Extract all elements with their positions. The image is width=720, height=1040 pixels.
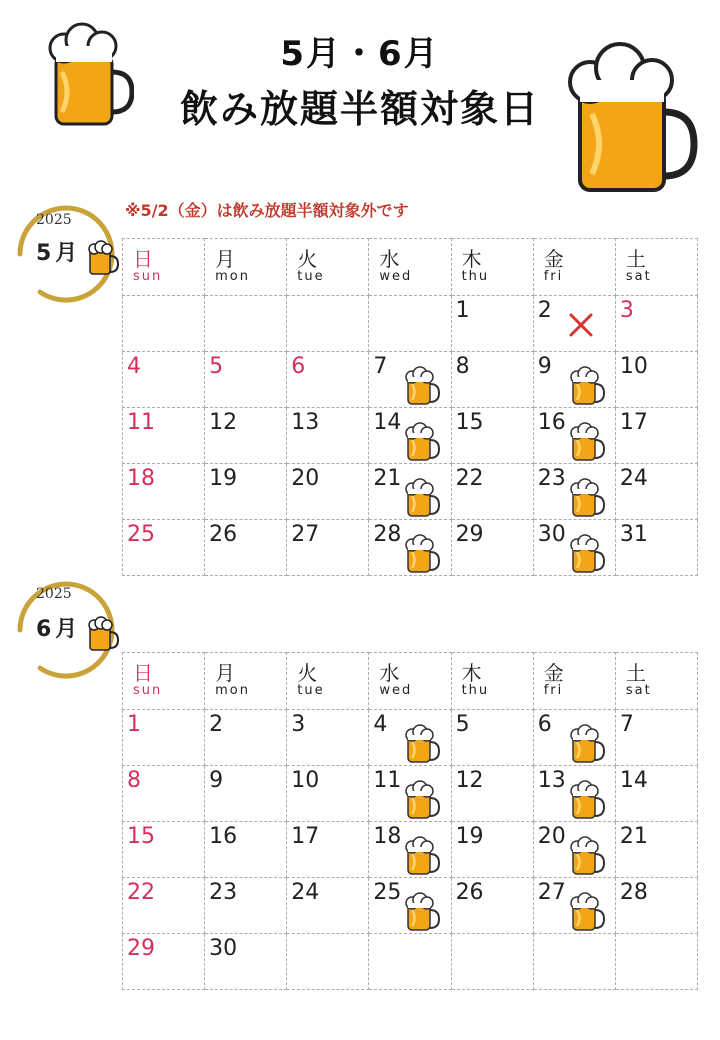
weekday-ja-label: 木 xyxy=(461,661,482,685)
empty-day-cell xyxy=(451,934,533,990)
day-cell xyxy=(615,710,697,766)
day-cell xyxy=(287,408,369,464)
cross-icon xyxy=(566,310,596,340)
day-cell xyxy=(451,296,533,352)
weekday-ja-label: 木 xyxy=(461,247,482,271)
day-number: 28 xyxy=(373,522,402,547)
exclusion-note: ※5/2（金）は飲み放題半額対象外です xyxy=(125,201,409,220)
empty-day-cell xyxy=(369,296,451,352)
empty-day-cell xyxy=(369,934,451,990)
badge-year: 2025 xyxy=(36,212,72,228)
day-cell xyxy=(533,878,615,934)
weekday-ja-label: 火 xyxy=(297,661,318,685)
day-cell xyxy=(287,878,369,934)
calendar-week-row xyxy=(123,710,698,766)
beer-mug-icon xyxy=(568,724,606,764)
day-number: 5 xyxy=(209,354,224,379)
day-number: 7 xyxy=(619,712,634,737)
day-cell xyxy=(205,464,287,520)
weekday-ja-label: 日 xyxy=(133,661,153,685)
day-number: 1 xyxy=(127,712,141,737)
weekday-header-tue xyxy=(287,239,369,296)
day-number: 20 xyxy=(537,824,566,849)
calendar-week-row xyxy=(123,296,698,352)
day-number: 24 xyxy=(291,880,320,905)
weekday-header-wed xyxy=(369,653,451,710)
day-cell xyxy=(369,766,451,822)
day-cell xyxy=(451,766,533,822)
day-number: 24 xyxy=(619,466,648,491)
day-number: 18 xyxy=(127,466,155,491)
beer-mug-icon xyxy=(568,836,606,876)
beer-mug-icon xyxy=(568,478,606,518)
day-number: 14 xyxy=(373,410,402,435)
day-cell xyxy=(369,464,451,520)
day-cell xyxy=(123,878,205,934)
day-number: 30 xyxy=(209,936,238,961)
calendar-week-row xyxy=(123,408,698,464)
day-cell xyxy=(123,464,205,520)
calendar-week-row xyxy=(123,520,698,576)
badge-year: 2025 xyxy=(36,586,72,602)
day-number: 19 xyxy=(209,466,238,491)
day-cell xyxy=(451,710,533,766)
calendar-may xyxy=(122,238,698,576)
badge-month: 5月 xyxy=(36,241,82,266)
day-number: 12 xyxy=(455,768,484,793)
weekday-ja-label: 月 xyxy=(215,247,236,271)
day-number: 11 xyxy=(127,410,155,435)
day-cell xyxy=(369,408,451,464)
day-number: 4 xyxy=(127,354,141,379)
beer-mug-icon xyxy=(86,616,120,652)
day-cell xyxy=(205,408,287,464)
weekday-en-label: tue xyxy=(297,269,325,284)
day-number: 14 xyxy=(619,768,648,793)
day-cell xyxy=(369,822,451,878)
day-number: 9 xyxy=(537,354,552,379)
weekday-ja-label: 水 xyxy=(379,247,400,271)
weekday-en-label: sat xyxy=(625,269,652,284)
day-number: 16 xyxy=(537,410,566,435)
beer-mug-icon xyxy=(568,534,606,574)
day-cell xyxy=(615,520,697,576)
day-number: 17 xyxy=(619,410,648,435)
day-number: 21 xyxy=(373,466,402,491)
day-number: 7 xyxy=(373,354,388,379)
empty-day-cell xyxy=(533,934,615,990)
beer-mug-icon xyxy=(403,534,441,574)
day-cell xyxy=(123,934,205,990)
day-cell xyxy=(533,710,615,766)
day-cell xyxy=(451,520,533,576)
day-number: 27 xyxy=(537,880,566,905)
page-title-main: 飲み放題半額対象日 xyxy=(179,87,540,131)
weekday-ja-label: 月 xyxy=(215,661,236,685)
day-number: 21 xyxy=(619,824,648,849)
weekday-header-tue xyxy=(287,653,369,710)
weekday-header-fri xyxy=(533,239,615,296)
day-number: 6 xyxy=(537,712,552,737)
day-number: 18 xyxy=(373,824,402,849)
day-cell xyxy=(615,464,697,520)
weekday-header-sun xyxy=(123,653,205,710)
weekday-en-label: mon xyxy=(215,269,250,284)
beer-mug-icon xyxy=(403,366,441,406)
page-title-months: 5月・6月 xyxy=(280,34,440,74)
beer-mug-icon xyxy=(568,892,606,932)
day-number: 8 xyxy=(455,354,470,379)
day-number: 31 xyxy=(619,522,648,547)
day-number: 13 xyxy=(291,410,320,435)
day-number: 23 xyxy=(537,466,566,491)
day-cell xyxy=(123,822,205,878)
weekday-header-sun xyxy=(123,239,205,296)
beer-mug-icon xyxy=(403,478,441,518)
day-number: 20 xyxy=(291,466,320,491)
weekday-en-label: sun xyxy=(133,269,163,284)
day-number: 27 xyxy=(291,522,320,547)
day-cell xyxy=(287,822,369,878)
day-number: 25 xyxy=(127,522,155,547)
calendar-week-row xyxy=(123,934,698,990)
weekday-ja-label: 水 xyxy=(379,661,400,685)
calendar-week-row xyxy=(123,766,698,822)
beer-mug-icon xyxy=(86,240,120,276)
day-cell xyxy=(287,766,369,822)
day-number: 1 xyxy=(455,298,470,323)
badge-month: 6月 xyxy=(36,617,82,642)
day-cell xyxy=(451,822,533,878)
day-number: 13 xyxy=(537,768,566,793)
beer-mug-icon xyxy=(403,724,441,764)
weekday-header-mon xyxy=(205,653,287,710)
beer-mug-icon xyxy=(403,422,441,462)
day-number: 8 xyxy=(127,768,141,793)
weekday-header-sat xyxy=(615,239,697,296)
day-cell xyxy=(533,464,615,520)
calendar-week-row xyxy=(123,464,698,520)
weekday-ja-label: 土 xyxy=(625,661,646,685)
day-cell xyxy=(287,352,369,408)
weekday-ja-label: 日 xyxy=(133,247,153,271)
day-cell xyxy=(533,408,615,464)
weekday-en-label: wed xyxy=(379,269,413,284)
day-number: 12 xyxy=(209,410,238,435)
weekday-en-label: fri xyxy=(543,269,564,284)
day-number: 26 xyxy=(209,522,238,547)
day-number: 19 xyxy=(455,824,484,849)
day-number: 10 xyxy=(291,768,320,793)
day-cell xyxy=(205,766,287,822)
weekday-header-sat xyxy=(615,653,697,710)
day-number: 30 xyxy=(537,522,566,547)
calendar-week-row xyxy=(123,352,698,408)
day-cell xyxy=(615,408,697,464)
weekday-ja-label: 土 xyxy=(625,247,646,271)
weekday-header-fri xyxy=(533,653,615,710)
day-number: 15 xyxy=(127,824,155,849)
beer-mug-icon xyxy=(403,836,441,876)
day-cell xyxy=(533,766,615,822)
day-cell xyxy=(615,878,697,934)
day-number: 22 xyxy=(127,880,155,905)
day-cell xyxy=(533,352,615,408)
weekday-en-label: thu xyxy=(461,683,490,698)
beer-mug-icon xyxy=(403,892,441,932)
day-cell xyxy=(205,520,287,576)
empty-day-cell xyxy=(615,934,697,990)
day-number: 4 xyxy=(373,712,388,737)
empty-day-cell xyxy=(205,296,287,352)
day-cell xyxy=(533,520,615,576)
day-cell xyxy=(287,710,369,766)
day-cell xyxy=(451,878,533,934)
day-cell xyxy=(369,710,451,766)
weekday-en-label: fri xyxy=(543,683,564,698)
weekday-header-row xyxy=(123,653,698,710)
weekday-en-label: tue xyxy=(297,683,325,698)
day-cell xyxy=(287,520,369,576)
day-cell xyxy=(451,408,533,464)
day-number: 3 xyxy=(619,298,634,323)
day-cell xyxy=(615,822,697,878)
day-cell xyxy=(615,352,697,408)
empty-day-cell xyxy=(287,934,369,990)
day-cell xyxy=(205,352,287,408)
day-cell xyxy=(123,766,205,822)
day-cell xyxy=(615,296,697,352)
day-number: 23 xyxy=(209,880,238,905)
beer-mug-icon xyxy=(42,22,134,132)
day-number: 9 xyxy=(209,768,224,793)
weekday-en-label: thu xyxy=(461,269,490,284)
day-number: 10 xyxy=(619,354,648,379)
day-number: 17 xyxy=(291,824,320,849)
day-cell xyxy=(451,352,533,408)
beer-mug-icon xyxy=(568,422,606,462)
weekday-header-thu xyxy=(451,239,533,296)
weekday-en-label: sat xyxy=(625,683,652,698)
beer-mug-icon xyxy=(568,780,606,820)
day-cell xyxy=(533,296,615,352)
weekday-header-mon xyxy=(205,239,287,296)
day-cell xyxy=(533,822,615,878)
day-number: 28 xyxy=(619,880,648,905)
day-number: 26 xyxy=(455,880,484,905)
weekday-ja-label: 火 xyxy=(297,247,318,271)
empty-day-cell xyxy=(123,296,205,352)
weekday-en-label: sun xyxy=(133,683,163,698)
weekday-ja-label: 金 xyxy=(543,247,564,271)
day-cell xyxy=(123,710,205,766)
day-number: 3 xyxy=(291,712,306,737)
weekday-ja-label: 金 xyxy=(543,661,564,685)
day-cell xyxy=(451,464,533,520)
weekday-en-label: mon xyxy=(215,683,250,698)
day-number: 29 xyxy=(455,522,484,547)
day-number: 29 xyxy=(127,936,155,961)
day-number: 6 xyxy=(291,354,306,379)
day-cell xyxy=(369,352,451,408)
day-number: 5 xyxy=(455,712,470,737)
weekday-header-row xyxy=(123,239,698,296)
calendar-week-row xyxy=(123,822,698,878)
month-badge-may xyxy=(6,196,124,304)
weekday-en-label: wed xyxy=(379,683,413,698)
day-cell xyxy=(369,520,451,576)
month-badge-june xyxy=(6,572,124,680)
day-cell xyxy=(205,878,287,934)
day-number: 15 xyxy=(455,410,484,435)
weekday-header-wed xyxy=(369,239,451,296)
day-cell xyxy=(369,878,451,934)
day-cell xyxy=(123,520,205,576)
calendar-june xyxy=(122,652,698,990)
day-cell xyxy=(615,766,697,822)
day-cell xyxy=(205,822,287,878)
beer-mug-icon xyxy=(558,40,698,200)
day-cell xyxy=(123,408,205,464)
day-cell xyxy=(205,934,287,990)
day-cell xyxy=(205,710,287,766)
day-number: 16 xyxy=(209,824,238,849)
day-number: 2 xyxy=(209,712,224,737)
calendar-week-row xyxy=(123,878,698,934)
day-cell xyxy=(287,464,369,520)
beer-mug-icon xyxy=(568,366,606,406)
weekday-header-thu xyxy=(451,653,533,710)
day-cell xyxy=(123,352,205,408)
empty-day-cell xyxy=(287,296,369,352)
day-number: 2 xyxy=(537,298,552,323)
beer-mug-icon xyxy=(403,780,441,820)
day-number: 11 xyxy=(373,768,402,793)
day-number: 25 xyxy=(373,880,402,905)
day-number: 22 xyxy=(455,466,484,491)
